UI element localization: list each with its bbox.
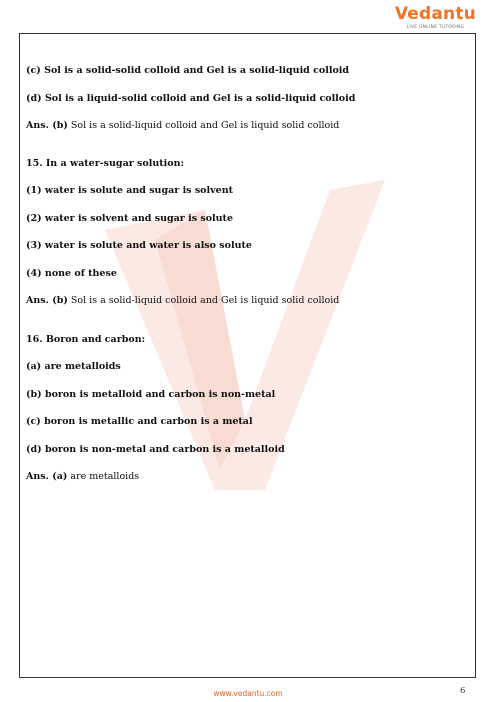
- q15-option-3: (3) water is solute and water is also solute: [26, 240, 252, 251]
- answer-line-1: [26, 120, 339, 132]
- logo-tagline: LIVE ONLINE TUTORING: [406, 24, 465, 29]
- q15-option-1: (1) water is solute and sugar is solvent: [26, 185, 233, 196]
- q15-option-4: (4) none of these: [26, 268, 117, 279]
- option-d-line: (d) Sol is a liquid-solid colloid and Gel is a solid-liquid colloid: [26, 93, 356, 104]
- page-number: 6: [460, 686, 466, 696]
- q16-option-d: (d) boron is non-metal and carbon is a metalloid: [26, 444, 285, 455]
- answer-label: Ans. (b): [26, 295, 68, 306]
- answer-line-2: [26, 295, 339, 307]
- question-16: 16. Boron and carbon:: [26, 334, 146, 345]
- answer-label: Ans. (a): [26, 471, 68, 482]
- question-15: 15. In a water-sugar solution:: [26, 158, 184, 169]
- answer-line-3: [26, 471, 139, 483]
- answer-label: Ans. (b): [26, 120, 68, 131]
- q15-option-2: (2) water is solvent and sugar is solute: [26, 213, 233, 224]
- option-c-line: (c) Sol is a solid-solid colloid and Gel is a solid-liquid colloid: [26, 65, 350, 76]
- vedantu-logo[interactable]: [395, 4, 476, 29]
- q16-option-c: (c) boron is metallic and carbon is a metal: [26, 416, 253, 427]
- logo-wordmark: Vedantu: [394, 4, 476, 24]
- answer-text: Sol is a solid-liquid colloid and Gel is liquid solid colloid: [67, 120, 340, 131]
- footer-url-link[interactable]: www.vedantu.com: [213, 689, 283, 698]
- answer-text: Sol is a solid-liquid colloid and Gel is liquid solid colloid: [67, 295, 340, 306]
- answer-text: are metalloids: [67, 471, 140, 482]
- q16-option-a: (a) are metalloids: [26, 361, 121, 372]
- q16-option-b: (b) boron is metalloid and carbon is non-metal: [26, 389, 276, 400]
